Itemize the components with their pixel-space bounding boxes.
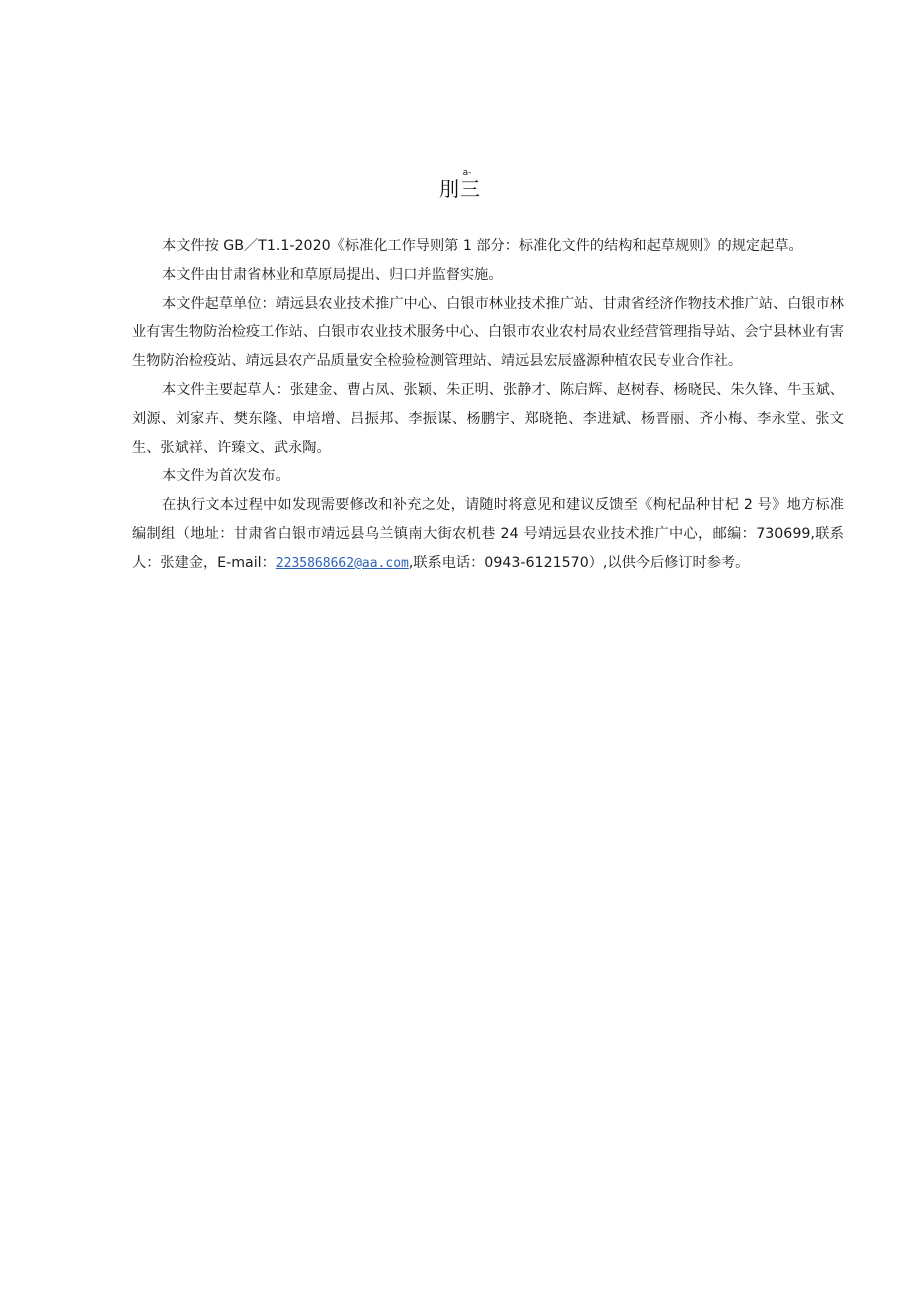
heading-block — [0, 168, 920, 200]
paragraph-drafters: 本文件主要起草人：张建金、曹占凤、张颖、朱正明、张静才、陈启辉、赵树春、杨晓民、朱久锋、牛玉斌、刘源、刘家卉、樊东隆、申培增、吕振邦、李振谋、杨鹏宇、郑晓艳、李进斌、杨晋丽、齐小梅、李永堂、张文生、张斌祥、许臻文、武永陶。 — [132, 381, 844, 456]
page-title: 刖三 — [439, 177, 481, 201]
email-link[interactable]: 2235868662@aa.com — [275, 555, 409, 571]
paragraph-drafting-rules: 本文件按 GB／T1.1-2020《标准化工作导则第 1 部分：标准化文件的结构和起草规则》的规定起草。 — [162, 238, 803, 254]
document-body — [132, 232, 844, 579]
paragraph-first-release: 本文件为首次发布。 — [162, 468, 290, 485]
feedback-text-after-email: ,联系电话：0943-6121570）,以供今后修订时参考。 — [408, 554, 750, 571]
paragraph-drafting-units: 本文件起草单位：靖远县农业技术推广中心、白银市林业技术推广站、甘肃省经济作物技术推广站、白银市林业有害生物防治检疫工作站、白银市农业技术服务中心、白银市农业农村局农业经营管理指导站、会宁县林业有害生物防治检疫站、靖远县农产品质量安全检验检测管理站、靖远县宏辰盛源种植农民专业合作社。 — [132, 295, 844, 370]
paragraph-proposer: 本文件由甘肃省林业和草原局提出、归口并监督实施。 — [162, 266, 503, 283]
heading-superscript: a- — [462, 168, 472, 178]
paragraph-feedback — [132, 491, 844, 578]
feedback-text-before-email: 在执行文本过程中如发现需要修改和补充之处，请随时将意见和建议反馈至《枸杞品种甘杞 2 号》地方标准编制组（地址：甘肃省白银市靖远县乌兰镇南大街农机巷 24 号靖远县农业技术推广中心，邮编：730699,联系人：张建金，E-mail： — [132, 497, 844, 571]
